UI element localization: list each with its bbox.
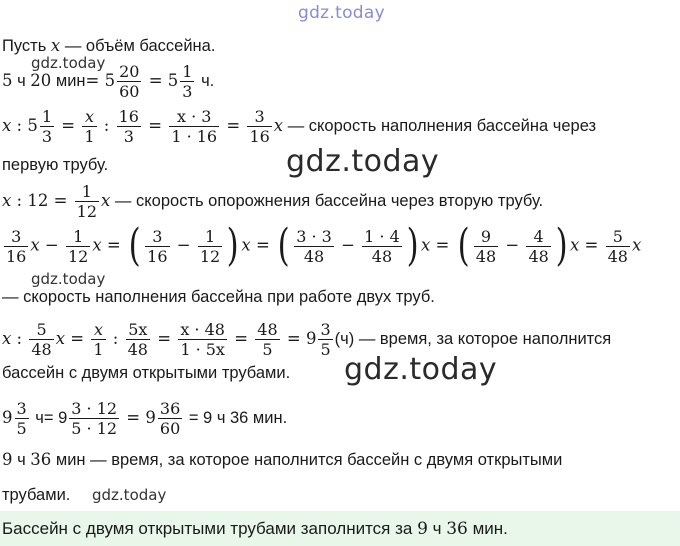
text: трубами. [2,486,71,504]
numerator: 20 [119,62,140,81]
watermark-large: gdz.today [344,352,498,387]
numerator: 1 · 4 [364,226,400,246]
numerator: 3 [247,107,271,127]
fraction [255,320,279,359]
numerator: x · 3 [169,107,219,127]
answer-box [0,511,680,546]
var-x: x [30,235,40,255]
denominator: 1 · 16 [171,127,218,146]
numerator: 1 [182,62,193,81]
paren-left: ( [128,220,141,271]
line-fill-speed-pipe1 [2,107,596,146]
fraction [474,227,498,266]
num: 9 [2,407,13,427]
denominator: 5 [262,340,273,359]
var-x: x [55,328,66,348]
denominator: 3 [123,127,134,146]
numerator: x [91,320,105,340]
text: — объём бассейна. [60,37,216,55]
denominator: 3 [41,127,53,146]
num: = 5 [85,70,116,90]
var-x: x [50,36,61,55]
line-two-pipes-open [2,363,290,383]
op: = 9 [121,407,156,427]
numerator: 5 [606,227,630,247]
denominator: 48 [528,246,549,266]
op: = [430,235,455,255]
op: : [107,328,124,348]
denominator: 5 [16,419,27,438]
op: : 5 [11,115,38,135]
op: = [228,328,254,348]
fraction [69,399,119,438]
numerator: 3 · 3 [296,226,332,246]
line-pool-volume [2,36,215,56]
text: бассейн с двумя открытыми трубами. [2,364,291,382]
text: — скорость наполнения бассейна при работе двух труб. [2,288,435,306]
fraction [526,227,550,266]
fraction [117,62,141,101]
text: — скорость опорожнения бассейна через вторую трубу. [110,191,544,210]
numerator: 1 [41,107,53,126]
numerator: 36 [159,399,181,418]
fraction [158,399,182,438]
watermark-top: gdz.today [298,3,385,23]
paren-right: ) [406,220,419,271]
denominator: 16 [147,246,168,266]
op: = [250,235,276,255]
fraction [169,107,219,146]
var-x: x [273,115,284,135]
op: − [335,235,361,255]
paren-right: ) [226,220,239,271]
watermark: gdz.today [31,54,106,72]
op: − [500,235,525,255]
var-x: x [631,235,642,255]
line-combined-speed-calc [2,220,642,271]
op: = [579,235,604,255]
fraction [66,227,90,266]
watermark-large: gdz.today [286,144,440,179]
denominator: 48 [371,246,393,266]
num: 36 [30,450,52,469]
num: 36 [446,519,468,539]
var-x: x [241,235,251,255]
denominator: 48 [607,246,628,266]
numerator: 1 [198,227,222,247]
paren-left: ( [277,220,290,271]
fraction [117,107,141,146]
op: = [151,328,177,348]
line-both-pipes-speed [2,287,435,307]
denominator: 3 [182,82,193,101]
text: первую трубу. [2,156,109,174]
denominator: 5 [320,340,331,359]
line-result-time [2,450,562,470]
var-x: x [2,115,12,135]
line-fill-time-calc [2,320,611,359]
op: − [171,235,196,255]
fraction [75,182,99,221]
text: ч [12,451,31,469]
op: − [39,235,64,255]
text: (ч) — время, за которое наполнится [334,329,612,348]
op: : [98,115,115,135]
denominator: 16 [6,246,27,266]
denominator: 60 [119,82,140,101]
watermark: gdz.today [92,486,167,504]
watermark: gdz.today [31,270,106,288]
denominator: 12 [76,202,98,221]
line-pipes [2,485,70,505]
var-x: x [2,328,12,348]
text: Бассейн с двумя открытыми трубами заполнится за [2,519,418,538]
var-x: x [569,235,580,255]
num: 5 [2,70,13,90]
op: = [65,328,90,348]
text: мин. [467,519,508,538]
denominator: 60 [159,419,181,438]
fraction [91,320,105,359]
text: = 9 ч 36 мин. [184,408,288,427]
text: Пусть [2,37,51,55]
denominator: 48 [127,340,148,359]
fraction [126,320,150,359]
numerator: 3 [4,227,28,247]
text: мин [51,71,86,90]
var-x: x [101,190,111,210]
text: ч= 9 [30,408,68,427]
op: : [11,328,28,348]
denominator: 12 [199,246,221,266]
text: ч. [196,71,215,90]
numerator: x · 48 [180,320,225,339]
num: 9 [2,450,13,469]
fraction [15,399,29,438]
fraction [178,320,227,359]
fraction [362,227,402,266]
fraction [29,320,53,359]
op: = 9 [281,328,317,348]
line-time-conversion [2,62,214,101]
fraction [145,227,169,266]
num: 9 [417,519,428,539]
numerator: 1 [66,227,90,247]
numerator: 4 [526,227,550,247]
fraction [82,107,96,146]
numerator: 3 [16,399,27,418]
var-x: x [92,235,102,255]
op: = [221,115,246,135]
var-x: x [2,190,12,210]
denominator: 1 [84,127,95,146]
denominator: 48 [303,246,325,266]
denominator: 48 [31,340,52,359]
text: ч [427,519,447,538]
text: ч [12,71,31,90]
numerator: 5 [29,320,53,340]
op: : 12 = [11,190,73,210]
numerator: 3 · 12 [71,399,118,418]
fraction [606,227,630,266]
line-time-to-minutes [2,399,287,438]
op: = [56,115,81,135]
num: 20 [30,70,52,90]
fraction [294,227,334,266]
denominator: 1 [93,340,104,359]
paren-left: ( [457,220,470,271]
line-drain-speed-pipe2 [2,182,543,221]
numerator: 3 [320,320,331,339]
paren-right: ) [555,220,568,271]
var-x: x [420,235,431,255]
fraction [4,227,28,266]
fraction [247,107,271,146]
num: = 5 [143,70,179,90]
text: мин — время, за которое наполнится бассейн с двумя открытыми [51,451,563,469]
op: = [142,115,168,135]
text: — скорость наполнения бассейна через [283,116,597,135]
answer-text [2,519,508,539]
fraction [180,62,194,101]
numerator: 9 [474,227,498,247]
denominator: 48 [475,246,497,266]
line-first-pipe [2,155,108,175]
denominator: 16 [249,127,270,146]
fraction [198,227,222,266]
numerator: x [82,107,96,127]
op: = [101,235,126,255]
numerator: 16 [118,107,139,126]
fraction [40,107,54,146]
numerator: 1 [75,182,99,202]
numerator: 5x [126,320,150,340]
fraction [318,320,332,359]
denominator: 12 [68,246,89,266]
numerator: 3 [145,227,169,247]
denominator: 5 · 12 [71,419,118,438]
numerator: 48 [257,320,278,339]
denominator: 1 · 5x [180,340,225,359]
